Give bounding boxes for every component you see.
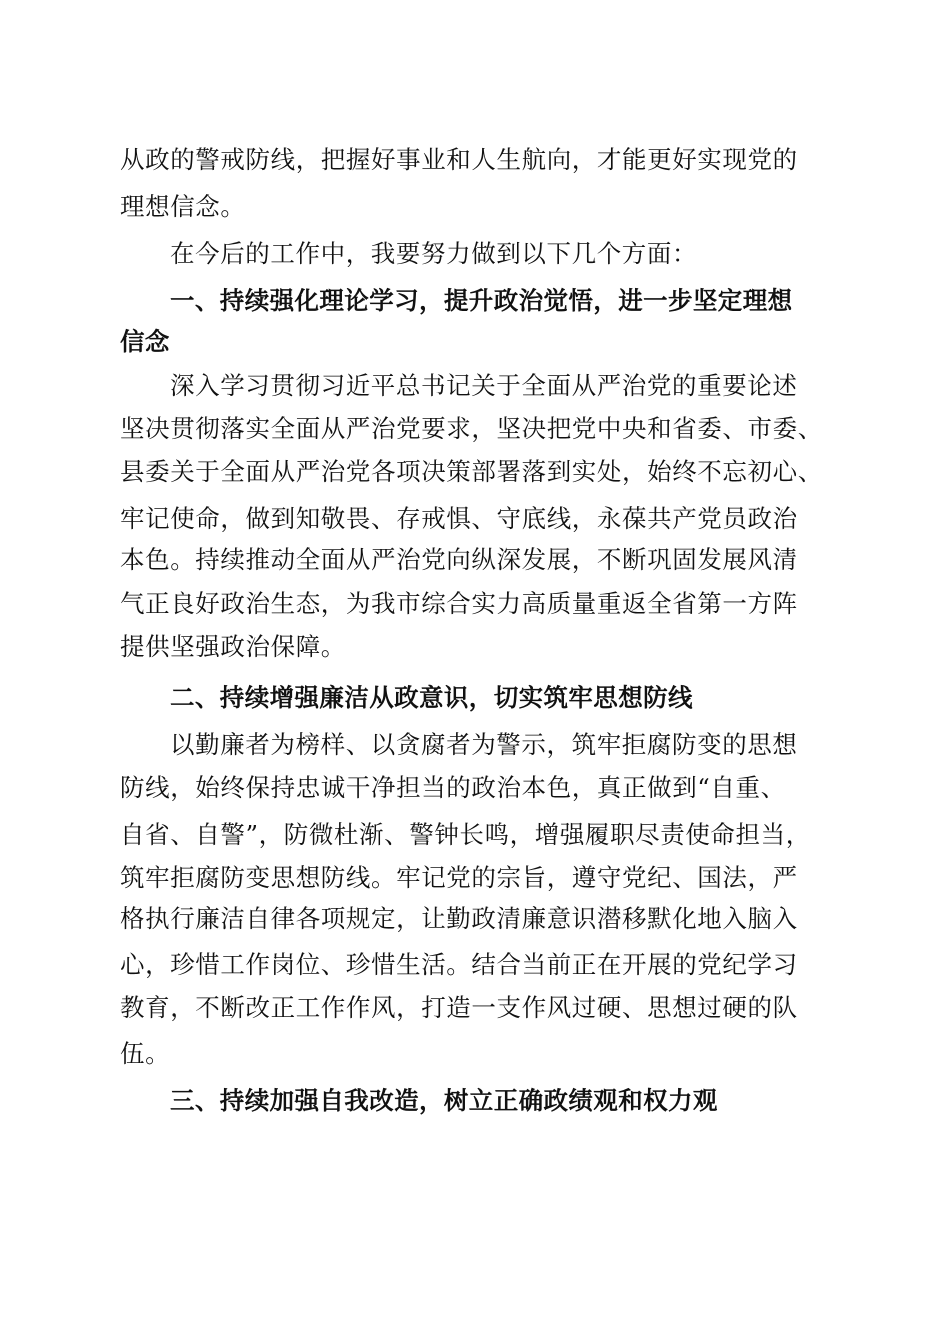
body-text-line: 伍。: [120, 1039, 171, 1068]
section-heading-1-cont: 信念: [120, 327, 170, 356]
body-text-line: 本色。持续推动全面从严治党向纵深发展，不断巩固发展风清: [120, 545, 798, 574]
body-text-line: 防线，始终保持忠诚干净担当的政治本色，真正做到“自重、: [120, 773, 786, 802]
body-text-line: 在今后的工作中，我要努力做到以下几个方面：: [170, 239, 698, 268]
body-text-line: 教育，不断改正工作作风，打造一支作风过硬、思想过硬的队: [120, 993, 798, 1022]
body-text-line: 从政的警戒防线，把握好事业和人生航向，才能更好实现党的: [120, 145, 798, 174]
body-text-line: 坚决贯彻落实全面从严治党要求，坚决把党中央和省委、市委、: [120, 414, 823, 443]
body-text-line: 自省、自警”，防微杜渐、警钟长鸣，增强履职尽责使命担当，: [120, 820, 811, 849]
section-heading-2: 二、持续增强廉洁从政意识，切实筑牢思想防线: [170, 683, 693, 712]
body-text-line: 深入学习贯彻习近平总书记关于全面从严治党的重要论述: [170, 371, 798, 400]
body-text-line: 牢记使命，做到知敬畏、存戒惧、守底线，永葆共产党员政治: [120, 504, 798, 533]
body-text-line: 格执行廉洁自律各项规定，让勤政清廉意识潜移默化地入脑入: [120, 904, 798, 933]
body-text-line: 筑牢拒腐防变思想防线。牢记党的宗旨，遵守党纪、国法，严: [120, 863, 798, 892]
section-heading-1: 一、持续强化理论学习，提升政治觉悟，进一步坚定理想: [170, 286, 793, 315]
body-text-line: 理想信念。: [120, 192, 246, 221]
body-text-line: 心，珍惜工作岗位、珍惜生活。结合当前正在开展的党纪学习: [120, 950, 798, 979]
body-text-line: 以勤廉者为榜样、以贪腐者为警示，筑牢拒腐防变的思想: [170, 730, 798, 759]
section-heading-3: 三、持续加强自我改造，树立正确政绩观和权力观: [170, 1086, 718, 1115]
body-text-line: 县委关于全面从严治党各项决策部署落到实处，始终不忘初心、: [120, 457, 823, 486]
body-text-line: 气正良好政治生态，为我市综合实力高质量重返全省第一方阵: [120, 589, 798, 618]
body-text-line: 提供坚强政治保障。: [120, 632, 346, 661]
